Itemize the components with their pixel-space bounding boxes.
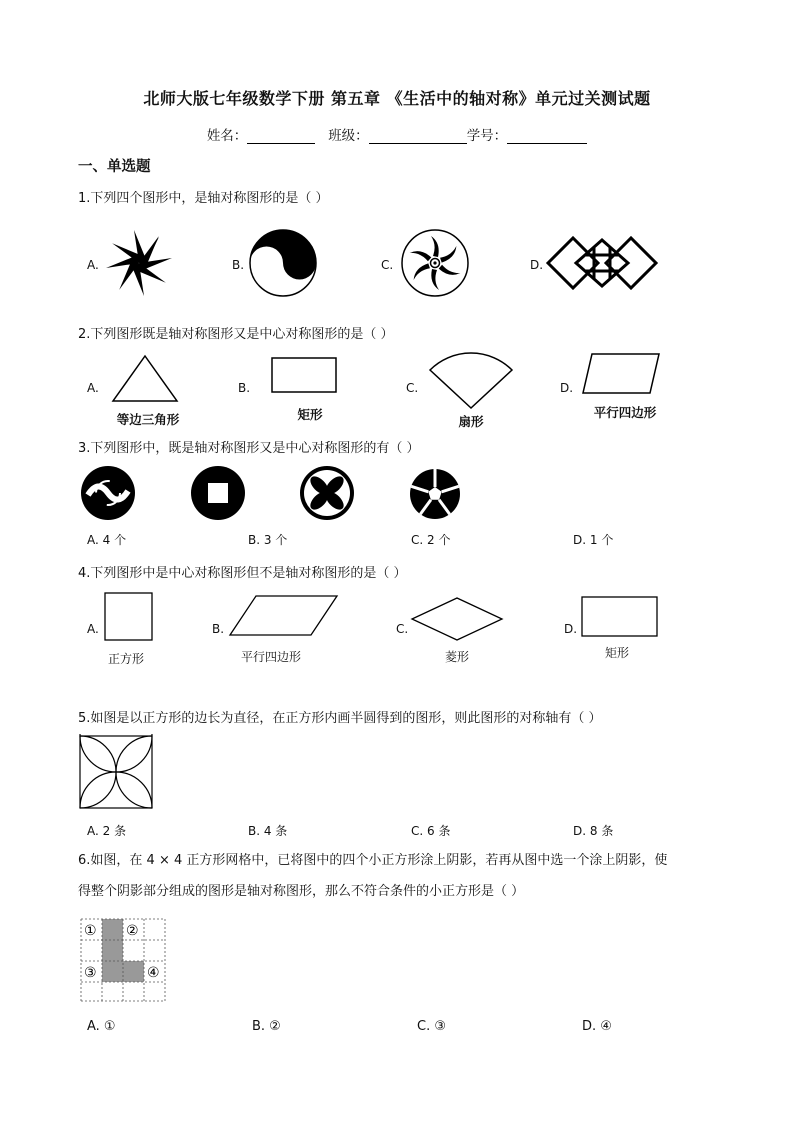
question-4-text: 4.下列图形中是中心对称图形但不是轴对称图形的是（ ）	[78, 566, 407, 581]
q5-option-b[interactable]: B. 4 条	[248, 824, 288, 838]
q5-option-a[interactable]: A. 2 条	[87, 824, 127, 838]
q2-triangle-figure	[110, 354, 180, 404]
q4-option-d-label: D.	[564, 622, 578, 636]
grid-label-3: ③	[84, 965, 97, 981]
id-blank[interactable]	[507, 128, 587, 144]
section-heading: 一、单选题	[78, 159, 151, 175]
q4-caption-d: 矩形	[604, 646, 629, 660]
q3-pentagon-flower-figure	[408, 467, 462, 521]
grid-label-4: ④	[147, 965, 160, 981]
class-blank[interactable]	[369, 128, 467, 144]
q1-option-b-label: B.	[232, 258, 245, 272]
q2-caption-b: 矩形	[297, 407, 323, 422]
q4-option-b-label: B.	[212, 622, 225, 636]
q2-sector-figure	[426, 350, 516, 412]
q1-knot-figure	[546, 236, 658, 290]
q4-rectangle-figure	[580, 595, 660, 639]
q5-option-c[interactable]: C. 6 条	[411, 824, 451, 838]
q4-option-c-label: C.	[396, 622, 409, 636]
q6-option-a[interactable]: A. ①	[87, 1019, 116, 1034]
q3-petal-disk-figure	[299, 465, 355, 521]
q2-option-c-label: C.	[406, 381, 419, 395]
q1-yinyang-figure	[248, 228, 318, 298]
q6-option-b[interactable]: B. ②	[252, 1019, 281, 1034]
q2-option-a-label: A.	[87, 381, 99, 395]
q2-parallelogram-figure	[580, 352, 662, 396]
q2-caption-d: 平行四边形	[593, 405, 657, 420]
q3-option-a[interactable]: A. 4 个	[87, 533, 127, 547]
question-6-text-line1: 6.如图，在 4 × 4 正方形网格中，已将图中的四个小正方形涂上阴影，若再从图中选一个涂上阴影，使	[78, 853, 668, 868]
question-1-text: 1.下列四个图形中，是轴对称图形的是（ ）	[78, 191, 329, 206]
q4-rhombus-figure	[410, 596, 504, 642]
name-blank[interactable]	[247, 128, 315, 144]
q5-semicircle-square-figure	[78, 734, 154, 810]
q1-pinwheel-figure	[104, 228, 174, 298]
name-label: 姓名：	[206, 128, 248, 144]
question-3-text: 3.下列图形中，既是轴对称图形又是中心对称图形的有（ ）	[78, 441, 420, 456]
q4-caption-b: 平行四边形	[240, 650, 301, 664]
question-6-text-line2: 得整个阴影部分组成的图形是轴对称图形，那么不符合条件的小正方形是（ ）	[78, 884, 525, 899]
q3-option-d[interactable]: D. 1 个	[573, 533, 614, 547]
q4-square-figure	[103, 591, 155, 643]
id-label: 学号：	[466, 128, 508, 144]
q3-wave-disk-figure	[80, 465, 136, 521]
q2-option-d-label: D.	[560, 381, 574, 395]
class-label: 班级：	[328, 128, 369, 144]
q3-coin-figure	[190, 465, 246, 521]
q2-rectangle-figure	[270, 356, 340, 396]
q1-swirl-circle-figure	[400, 228, 470, 298]
q6-grid-figure	[80, 917, 168, 1003]
page-title: 北师大版七年级数学下册 第五章 《生活中的轴对称》单元过关测试题	[143, 89, 651, 108]
q4-parallelogram-figure	[228, 594, 340, 638]
q1-option-d-label: D.	[530, 258, 544, 272]
q4-caption-c: 菱形	[444, 650, 469, 664]
q5-option-d[interactable]: D. 8 条	[573, 824, 614, 838]
q4-option-a-label: A.	[87, 622, 99, 636]
q2-caption-a: 等边三角形	[116, 412, 180, 427]
grid-label-1: ①	[84, 923, 97, 939]
question-2-text: 2.下列图形既是轴对称图形又是中心对称图形的是（ ）	[78, 327, 394, 342]
grid-label-2: ②	[126, 923, 139, 939]
q6-option-d[interactable]: D. ④	[582, 1019, 612, 1034]
q1-option-c-label: C.	[381, 258, 394, 272]
q4-caption-a: 正方形	[107, 652, 144, 666]
student-info-line	[0, 124, 794, 144]
q1-option-a-label: A.	[87, 258, 99, 272]
q3-option-c[interactable]: C. 2 个	[411, 533, 451, 547]
q2-option-b-label: B.	[238, 381, 251, 395]
q3-option-b[interactable]: B. 3 个	[248, 533, 288, 547]
q2-caption-c: 扇形	[458, 414, 484, 429]
q6-option-c[interactable]: C. ③	[417, 1019, 446, 1034]
question-5-text: 5.如图是以正方形的边长为直径，在正方形内画半圆得到的图形，则此图形的对称轴有（ ）	[78, 711, 602, 726]
